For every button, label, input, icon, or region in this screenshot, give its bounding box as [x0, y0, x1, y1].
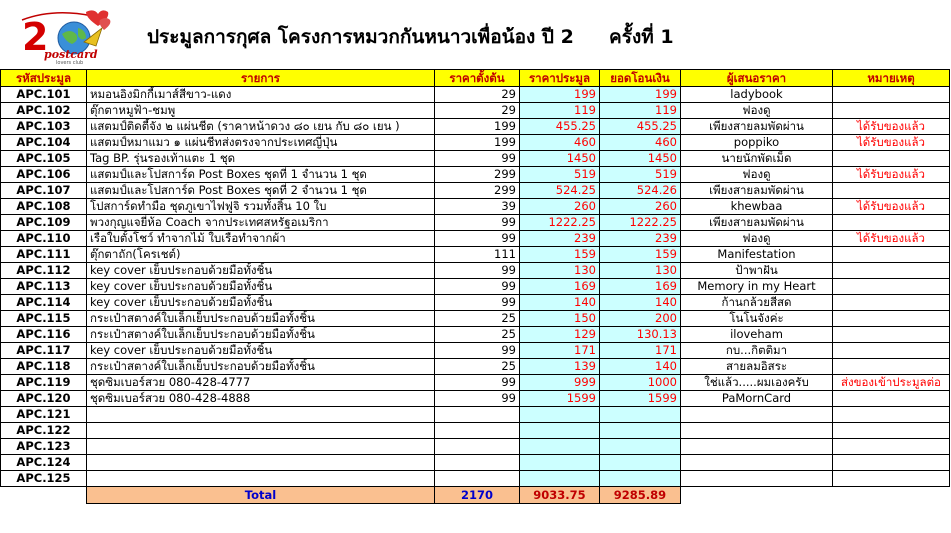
- cell-item[interactable]: หมอนอิงมิกกี้เมาส์สีขาว-แดง: [87, 87, 435, 103]
- cell-item[interactable]: กระเป๋าสตางค์ใบเล็กเย็บประกอบด้วยมือทั้งชิ้น: [87, 311, 435, 327]
- cell-transfer[interactable]: 130: [600, 263, 681, 279]
- cell-start-price[interactable]: [435, 471, 520, 487]
- table-row: [1, 215, 950, 231]
- logo-wordmark: postcard: [44, 48, 98, 61]
- cell-start-price[interactable]: 299: [435, 183, 520, 199]
- cell-bidder[interactable]: ฟองดู: [681, 231, 833, 247]
- cell-transfer[interactable]: 1599: [600, 391, 681, 407]
- cell-item[interactable]: กระเป๋าสตางค์ใบเล็กเย็บประกอบด้วยมือทั้งชิ้น: [87, 359, 435, 375]
- cell-note[interactable]: [833, 247, 950, 263]
- cell-start-price[interactable]: 299: [435, 167, 520, 183]
- cell-transfer[interactable]: 1450: [600, 151, 681, 167]
- cell-transfer[interactable]: [600, 423, 681, 439]
- cell-start-price[interactable]: 199: [435, 135, 520, 151]
- table-row: [1, 279, 950, 295]
- cell-code[interactable]: APC.123: [1, 439, 87, 455]
- cell-bidder[interactable]: [681, 439, 833, 455]
- cell-transfer[interactable]: 524.26: [600, 183, 681, 199]
- cell-code[interactable]: APC.108: [1, 199, 87, 215]
- col-header-note[interactable]: หมายเหตุ: [833, 70, 950, 87]
- table-row: [1, 199, 950, 215]
- cell-bidder[interactable]: ก้านกล้วยสีสด: [681, 295, 833, 311]
- cell-start-price[interactable]: [435, 407, 520, 423]
- cell-item[interactable]: key cover เย็บประกอบด้วยมือทั้งชิ้น: [87, 343, 435, 359]
- cell-item[interactable]: Tag BP. รุ่นรองเท้าแตะ 1 ชุด: [87, 151, 435, 167]
- total-spacer: [1, 487, 87, 504]
- cell-bidder[interactable]: นายนักพัดเม็ด: [681, 151, 833, 167]
- cell-transfer[interactable]: 239: [600, 231, 681, 247]
- cell-item[interactable]: แสตมป์และโปสการ์ด Post Boxes ชุดที่ 2 จำนวน 1 ชุด: [87, 183, 435, 199]
- table-row: [1, 119, 950, 135]
- cell-start-price[interactable]: 99: [435, 343, 520, 359]
- cell-bid-price[interactable]: 999: [520, 375, 600, 391]
- table-header-row: [1, 70, 950, 87]
- table-row: [1, 247, 950, 263]
- table-row: [1, 391, 950, 407]
- cell-note[interactable]: [833, 215, 950, 231]
- cell-bid-price[interactable]: 130: [520, 263, 600, 279]
- cell-bid-price[interactable]: [520, 439, 600, 455]
- cell-bid-price[interactable]: 129: [520, 327, 600, 343]
- table-row: [1, 103, 950, 119]
- cell-bidder[interactable]: กบ...กิตติมา: [681, 343, 833, 359]
- cell-item[interactable]: เรือใบตั้งโชว์ ทำจากไม้ ใบเรือทำจากผ้า: [87, 231, 435, 247]
- cell-start-price[interactable]: [435, 455, 520, 471]
- cell-code[interactable]: APC.111: [1, 247, 87, 263]
- cell-bidder[interactable]: [681, 471, 833, 487]
- cell-code[interactable]: APC.121: [1, 407, 87, 423]
- cell-bid-price[interactable]: 159: [520, 247, 600, 263]
- col-header-start-price[interactable]: ราคาตั้งต้น: [435, 70, 520, 87]
- cell-item[interactable]: แสตมป์และโปสการ์ด Post Boxes ชุดที่ 1 จำนวน 1 ชุด: [87, 167, 435, 183]
- cell-transfer[interactable]: 455.25: [600, 119, 681, 135]
- cell-note[interactable]: [833, 455, 950, 471]
- cell-start-price[interactable]: 99: [435, 215, 520, 231]
- cell-note[interactable]: [833, 311, 950, 327]
- cell-code[interactable]: APC.116: [1, 327, 87, 343]
- cell-bid-price[interactable]: [520, 455, 600, 471]
- cell-bid-price[interactable]: 169: [520, 279, 600, 295]
- total-spacer-3: [833, 487, 950, 504]
- cell-transfer[interactable]: 169: [600, 279, 681, 295]
- cell-bid-price[interactable]: 140: [520, 295, 600, 311]
- cell-bidder[interactable]: iloveham: [681, 327, 833, 343]
- cell-code[interactable]: APC.104: [1, 135, 87, 151]
- cell-note[interactable]: ได้รับของแล้ว: [833, 135, 950, 151]
- table-row: [1, 471, 950, 487]
- cell-note[interactable]: [833, 183, 950, 199]
- cell-note[interactable]: ได้รับของแล้ว: [833, 167, 950, 183]
- cell-transfer[interactable]: 519: [600, 167, 681, 183]
- cell-code[interactable]: APC.107: [1, 183, 87, 199]
- cell-note[interactable]: [833, 279, 950, 295]
- cell-item[interactable]: พวงกุญแจยี่ห้อ Coach จากประเทศสหรัฐอเมริกา: [87, 215, 435, 231]
- cell-start-price[interactable]: 25: [435, 327, 520, 343]
- cell-bid-price[interactable]: 455.25: [520, 119, 600, 135]
- cell-start-price[interactable]: 99: [435, 263, 520, 279]
- cell-note[interactable]: ได้รับของแล้ว: [833, 231, 950, 247]
- sheet-header: [0, 0, 951, 69]
- cell-start-price[interactable]: [435, 423, 520, 439]
- cell-transfer[interactable]: [600, 407, 681, 423]
- auction-table: [0, 69, 950, 504]
- cell-bidder[interactable]: สายลมอิสระ: [681, 359, 833, 375]
- cell-bidder[interactable]: โนโนจังค่ะ: [681, 311, 833, 327]
- cell-start-price[interactable]: 199: [435, 119, 520, 135]
- cell-start-price[interactable]: 29: [435, 87, 520, 103]
- table-row: [1, 423, 950, 439]
- total-bid-price[interactable]: 9033.75: [520, 487, 600, 504]
- table-row: [1, 327, 950, 343]
- cell-bidder[interactable]: [681, 455, 833, 471]
- cell-bidder[interactable]: [681, 407, 833, 423]
- cell-bid-price[interactable]: 239: [520, 231, 600, 247]
- cell-code[interactable]: APC.119: [1, 375, 87, 391]
- cell-note[interactable]: ได้รับของแล้ว: [833, 119, 950, 135]
- cell-transfer[interactable]: 1000: [600, 375, 681, 391]
- logo-tagline: lovers club: [56, 60, 84, 64]
- cell-item[interactable]: [87, 455, 435, 471]
- cell-note[interactable]: [833, 407, 950, 423]
- cell-note[interactable]: [833, 103, 950, 119]
- cell-bid-price[interactable]: 519: [520, 167, 600, 183]
- cell-bidder[interactable]: เพียงสายลมพัดผ่าน: [681, 183, 833, 199]
- cell-item[interactable]: ชุดซิมเบอร์สวย 080-428-4777: [87, 375, 435, 391]
- cell-item[interactable]: key cover เย็บประกอบด้วยมือทั้งชิ้น: [87, 279, 435, 295]
- cell-transfer[interactable]: [600, 455, 681, 471]
- cell-code[interactable]: APC.125: [1, 471, 87, 487]
- col-header-transfer[interactable]: ยอดโอนเงิน: [600, 70, 681, 87]
- cell-bid-price[interactable]: 150: [520, 311, 600, 327]
- total-label[interactable]: Total: [87, 487, 435, 504]
- cell-transfer[interactable]: [600, 471, 681, 487]
- cell-code[interactable]: APC.117: [1, 343, 87, 359]
- cell-code[interactable]: APC.103: [1, 119, 87, 135]
- table-row: [1, 135, 950, 151]
- cell-bid-price[interactable]: 199: [520, 87, 600, 103]
- cell-bid-price[interactable]: 460: [520, 135, 600, 151]
- cell-bid-price[interactable]: 1450: [520, 151, 600, 167]
- cell-note[interactable]: [833, 423, 950, 439]
- cell-code[interactable]: APC.118: [1, 359, 87, 375]
- page-title: [147, 22, 674, 52]
- cell-code[interactable]: APC.122: [1, 423, 87, 439]
- cell-transfer[interactable]: 159: [600, 247, 681, 263]
- cell-start-price[interactable]: 99: [435, 151, 520, 167]
- table-row: [1, 343, 950, 359]
- cell-item[interactable]: โปสการ์ดทำมือ ชุดภูเขาไฟฟูจิ รวมทั้งสิ้น 10 ใบ: [87, 199, 435, 215]
- cell-start-price[interactable]: 99: [435, 295, 520, 311]
- cell-note[interactable]: [833, 439, 950, 455]
- table-row: [1, 231, 950, 247]
- cell-item[interactable]: [87, 407, 435, 423]
- cell-bidder[interactable]: Manifestation: [681, 247, 833, 263]
- cell-bidder[interactable]: [681, 423, 833, 439]
- cell-transfer[interactable]: 1222.25: [600, 215, 681, 231]
- cell-code[interactable]: APC.102: [1, 103, 87, 119]
- cell-bidder[interactable]: ใช่แล้ว.....ผมเองครับ: [681, 375, 833, 391]
- table-row: [1, 263, 950, 279]
- cell-code[interactable]: APC.101: [1, 87, 87, 103]
- cell-code[interactable]: APC.113: [1, 279, 87, 295]
- cell-note[interactable]: [833, 151, 950, 167]
- table-row: [1, 375, 950, 391]
- cell-transfer[interactable]: [600, 439, 681, 455]
- cell-code[interactable]: APC.115: [1, 311, 87, 327]
- cell-transfer[interactable]: 460: [600, 135, 681, 151]
- cell-transfer[interactable]: 140: [600, 295, 681, 311]
- cell-bid-price[interactable]: 260: [520, 199, 600, 215]
- cell-item[interactable]: แสตมป์ติดตี้จัง ๒ แผ่นชีต (ราคาหน้าดวง ๘๐ เยน กับ ๘๐ เยน ): [87, 119, 435, 135]
- cell-note[interactable]: [833, 359, 950, 375]
- cell-item[interactable]: ชุดซิมเบอร์สวย 080-428-4888: [87, 391, 435, 407]
- cell-note[interactable]: ได้รับของแล้ว: [833, 199, 950, 215]
- cell-bidder[interactable]: ป้าพาฝัน: [681, 263, 833, 279]
- cell-start-price[interactable]: 111: [435, 247, 520, 263]
- cell-bid-price[interactable]: 1599: [520, 391, 600, 407]
- cell-bid-price[interactable]: [520, 407, 600, 423]
- cell-transfer[interactable]: 200: [600, 311, 681, 327]
- cell-bid-price[interactable]: 119: [520, 103, 600, 119]
- cell-start-price[interactable]: 99: [435, 231, 520, 247]
- cell-start-price[interactable]: 25: [435, 359, 520, 375]
- cell-bid-price[interactable]: [520, 423, 600, 439]
- col-header-item[interactable]: รายการ: [87, 70, 435, 87]
- cell-start-price[interactable]: 25: [435, 311, 520, 327]
- cell-item[interactable]: key cover เย็บประกอบด้วยมือทั้งชิ้น: [87, 295, 435, 311]
- cell-bid-price[interactable]: 1222.25: [520, 215, 600, 231]
- title-main: ประมูลการกุศล โครงการหมวกกันหนาวเพื่อน้อง ปี 2: [147, 26, 574, 48]
- cell-note[interactable]: [833, 343, 950, 359]
- cell-note[interactable]: [833, 295, 950, 311]
- cell-item[interactable]: แสตมป์หมาแมว ๑ แผ่นชีทส่งตรงจากประเทศญี่ปุ่น: [87, 135, 435, 151]
- cell-start-price[interactable]: [435, 439, 520, 455]
- table-row: [1, 151, 950, 167]
- cell-start-price[interactable]: 99: [435, 375, 520, 391]
- cell-bid-price[interactable]: [520, 471, 600, 487]
- table-row: [1, 359, 950, 375]
- table-row: [1, 407, 950, 423]
- cell-code[interactable]: APC.110: [1, 231, 87, 247]
- cell-note[interactable]: [833, 471, 950, 487]
- cell-start-price[interactable]: 39: [435, 199, 520, 215]
- cell-item[interactable]: [87, 439, 435, 455]
- cell-transfer[interactable]: 130.13: [600, 327, 681, 343]
- table-body: [1, 87, 950, 487]
- cell-transfer[interactable]: 171: [600, 343, 681, 359]
- cell-note[interactable]: [833, 391, 950, 407]
- cell-item[interactable]: key cover เย็บประกอบด้วยมือทั้งชิ้น: [87, 263, 435, 279]
- cell-bidder[interactable]: PaMornCard: [681, 391, 833, 407]
- table-row: [1, 311, 950, 327]
- cell-bid-price[interactable]: 524.25: [520, 183, 600, 199]
- title-round: ครั้งที่ 1: [609, 26, 674, 48]
- table-row: [1, 455, 950, 471]
- cell-code[interactable]: APC.106: [1, 167, 87, 183]
- cell-bidder[interactable]: เพียงสายลมพัดผ่าน: [681, 119, 833, 135]
- cell-bidder[interactable]: khewbaa: [681, 199, 833, 215]
- cell-note[interactable]: [833, 87, 950, 103]
- cell-bidder[interactable]: เพียงสายลมพัดผ่าน: [681, 215, 833, 231]
- postcard-lovers-club-logo: [14, 6, 118, 64]
- cell-code[interactable]: APC.124: [1, 455, 87, 471]
- cell-start-price[interactable]: 29: [435, 103, 520, 119]
- cell-bidder[interactable]: ฟองดู: [681, 103, 833, 119]
- cell-note[interactable]: [833, 263, 950, 279]
- cell-transfer[interactable]: 260: [600, 199, 681, 215]
- cell-item[interactable]: ตุ๊กตาหมูฟ้า-ชมพู: [87, 103, 435, 119]
- cell-bidder[interactable]: Memory in my Heart: [681, 279, 833, 295]
- table-row: [1, 439, 950, 455]
- cell-note[interactable]: ส่งของเข้าประมูลต่อ: [833, 375, 950, 391]
- table-row: [1, 183, 950, 199]
- cell-item[interactable]: ตุ๊กตาถัก(โครเชต์): [87, 247, 435, 263]
- cell-transfer[interactable]: 119: [600, 103, 681, 119]
- total-start-price[interactable]: 2170: [435, 487, 520, 504]
- total-spacer-2: [681, 487, 833, 504]
- total-row: [1, 487, 950, 504]
- cell-note[interactable]: [833, 327, 950, 343]
- cell-bidder[interactable]: poppiko: [681, 135, 833, 151]
- total-transfer[interactable]: 9285.89: [600, 487, 681, 504]
- cell-start-price[interactable]: 99: [435, 279, 520, 295]
- cell-code[interactable]: APC.120: [1, 391, 87, 407]
- col-header-bidder[interactable]: ผู้เสนอราคา: [681, 70, 833, 87]
- cell-transfer[interactable]: 140: [600, 359, 681, 375]
- cell-item[interactable]: [87, 423, 435, 439]
- cell-item[interactable]: กระเป๋าสตางค์ใบเล็กเย็บประกอบด้วยมือทั้งชิ้น: [87, 327, 435, 343]
- table-row: [1, 167, 950, 183]
- cell-bid-price[interactable]: 139: [520, 359, 600, 375]
- cell-code[interactable]: APC.112: [1, 263, 87, 279]
- cell-code[interactable]: APC.114: [1, 295, 87, 311]
- cell-start-price[interactable]: 99: [435, 391, 520, 407]
- logo-digit: 2: [22, 15, 49, 59]
- cell-bid-price[interactable]: 171: [520, 343, 600, 359]
- cell-item[interactable]: [87, 471, 435, 487]
- col-header-code[interactable]: รหัสประมูล: [1, 70, 87, 87]
- cell-code[interactable]: APC.109: [1, 215, 87, 231]
- cell-code[interactable]: APC.105: [1, 151, 87, 167]
- cell-bidder[interactable]: ฟองดู: [681, 167, 833, 183]
- col-header-bid-price[interactable]: ราคาประมูล: [520, 70, 600, 87]
- table-row: [1, 87, 950, 103]
- cell-bidder[interactable]: ladybook: [681, 87, 833, 103]
- table-row: [1, 295, 950, 311]
- cell-transfer[interactable]: 199: [600, 87, 681, 103]
